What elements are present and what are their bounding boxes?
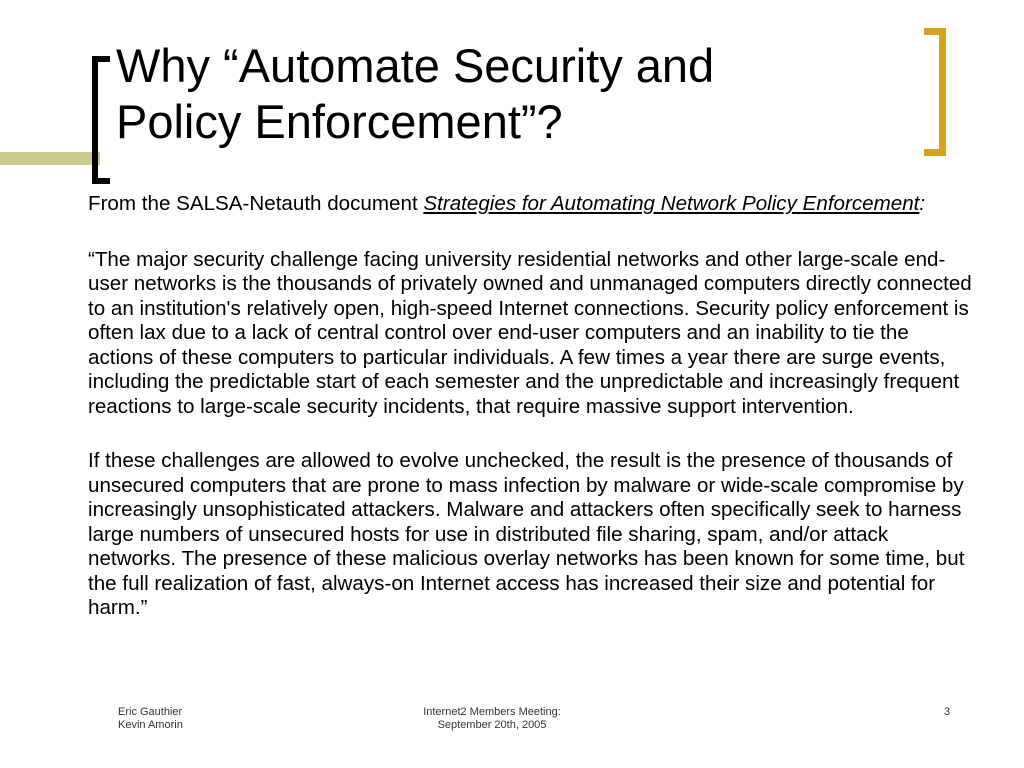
footer-event-name: Internet2 Members Meeting: (423, 706, 561, 718)
footer-author-2: Kevin Amorin (118, 719, 183, 731)
right-bracket-decoration (924, 28, 946, 156)
slide-body (88, 192, 973, 621)
footer-author-1: Eric Gauthier (118, 706, 183, 718)
footer-event (402, 706, 582, 732)
intro-paragraph (88, 192, 973, 217)
quote-paragraph-1: “The major security challenge facing university residential networks and other large-scale end-user networks is the thousands of privately owned and unmanaged computers directly connected to an institution's relatively open, high-speed Internet connections. Security policy enforcement is often lax due to a lack of central control over end-user computers and an inability to tie the actions of these computers to particular individuals. A few times a year there are surge events, including the predictable start of each semester and the unpredictable and increasingly frequent reactions to large-scale security incidents, that require massive support intervention. (88, 247, 972, 418)
intro-suffix: : (919, 192, 926, 215)
intro-prefix: From the SALSA-Netauth document (88, 192, 424, 215)
slide-title-line-2: Policy Enforcement”? (116, 95, 563, 148)
document-title-link[interactable]: Strategies for Automating Network Policy Enforcement (423, 192, 920, 215)
quote-paragraph-2: If these challenges are allowed to evolve unchecked, the result is the presence of thousands of unsecured computers that are prone to mass infection by malware or wide-scale compromise by increasingly unsophisticated attackers. Malware and attackers often specifically seek to harness large numbers of unsecured hosts for use in distributed file sharing, spam, and/or attack networks. The presence of these malicious overlay networks has been known for some time, but the full realization of fast, always-on Internet access has increased their size and potential for harm.” (88, 449, 965, 619)
left-bracket-decoration (92, 56, 110, 184)
slide-title (116, 38, 916, 150)
footer-authors (118, 706, 183, 732)
page-number: 3 (944, 706, 951, 718)
footer-event-date: September 20th, 2005 (437, 719, 547, 731)
slide-title-line-1: Why “Automate Security and (116, 39, 715, 92)
accent-bar (0, 152, 100, 165)
